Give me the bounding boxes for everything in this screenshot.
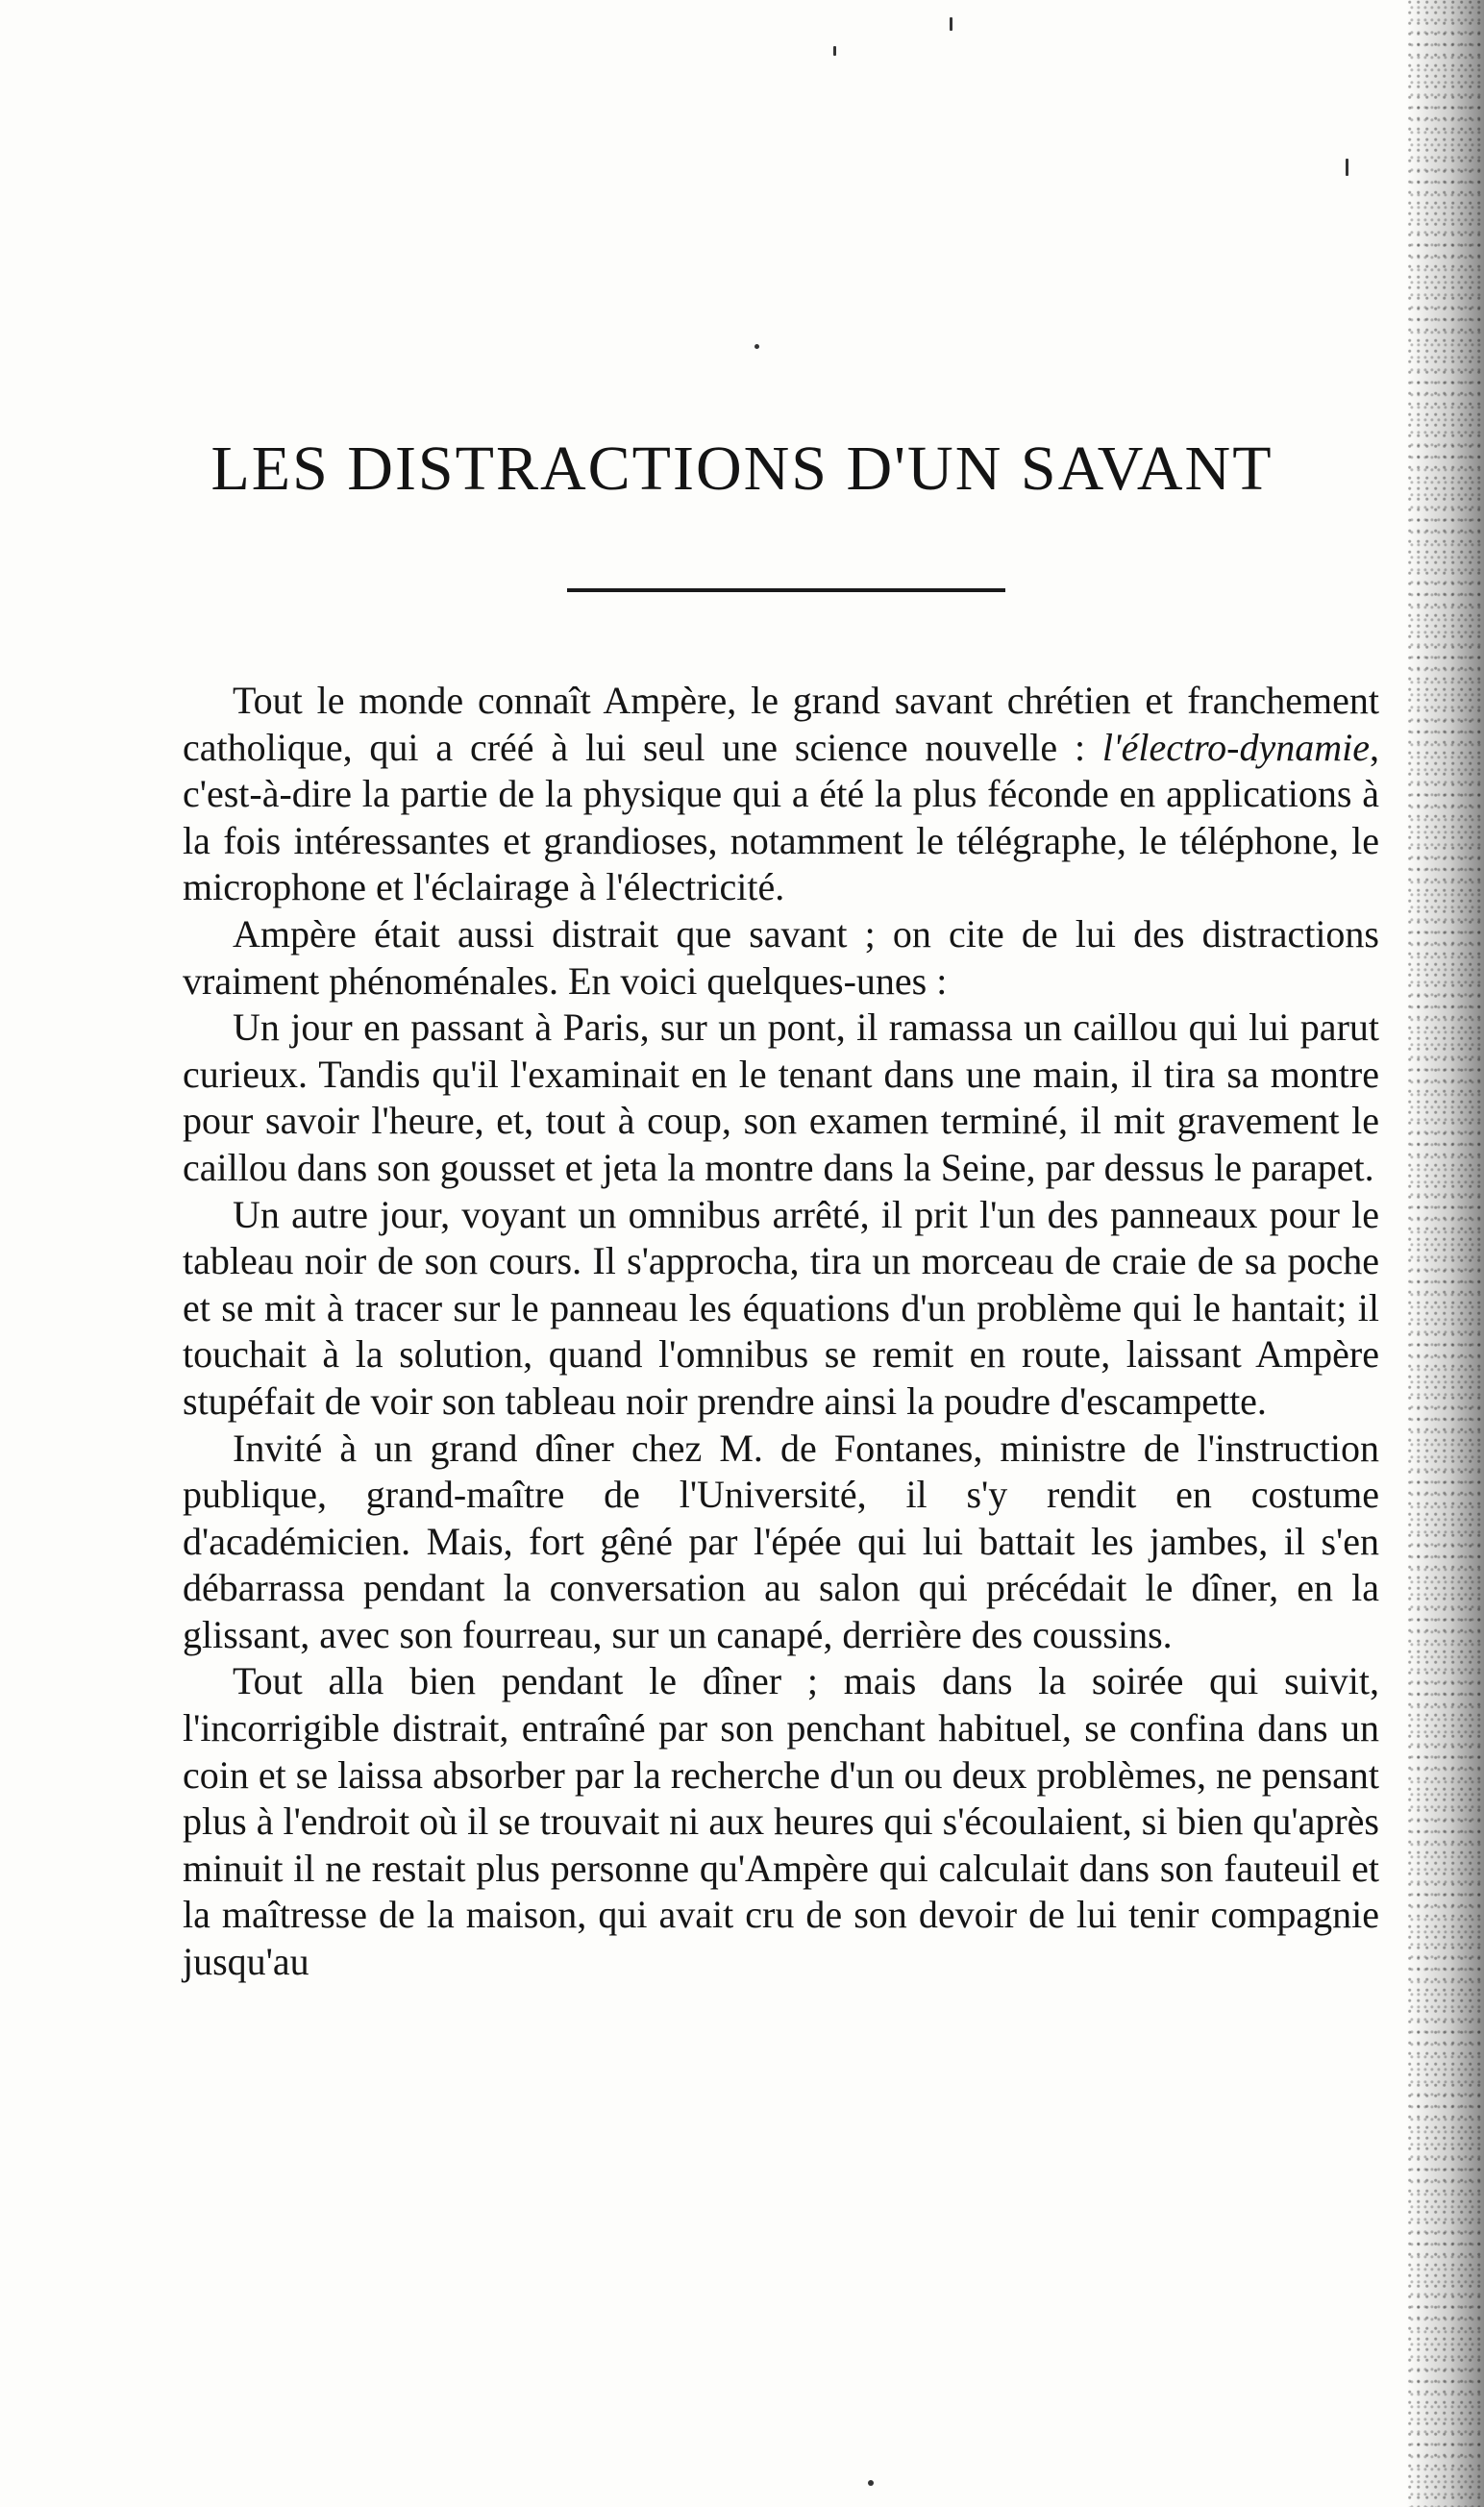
scan-speck	[868, 2480, 874, 2486]
scan-edge-shadow	[1407, 0, 1484, 2507]
scan-speck	[754, 344, 759, 349]
paragraph-6: Tout alla bien pendant le dîner ; mais dans la soirée qui suivit, l'incorrigible distrait, entraîné par son penchant habituel, se confina dans un coin et se laissa absorber par la recherche d'un ou deux problèmes, ne pensant plus à l'endroit où il se trouvait ni aux heures qui s'écoulaient, si bien qu'après minuit il ne restait plus personne qu'Ampère qui calculait dans son fauteuil et la maîtresse de la maison, qui avait cru de son devoir de lui tenir compagnie jusqu'au	[183, 1659, 1379, 1984]
body-text	[183, 678, 1379, 1986]
scan-speck	[1346, 159, 1348, 176]
paragraph-2: Ampère était aussi distrait que savant ; on cite de lui des distractions vraiment phénoménales. En voici quelques-unes :	[183, 911, 1379, 1003]
chapter-title: LES DISTRACTIONS D'UN SAVANT	[210, 434, 1274, 504]
scan-speck	[950, 17, 952, 31]
paragraph-1: Tout le monde connaît Ampère, le grand savant chrétien et franchement catholique, qui a créé à lui seul une science nouvelle : l'électro-dynamie, c'est-à-dire la partie de la physique qui a été la plus féconde en applications à la fois intéressantes et grandioses, notamment le télégraphe, le téléphone, le microphone et l'éclairage à l'électricité.	[183, 679, 1379, 909]
paragraph-5: Invité à un grand dîner chez M. de Fontanes, ministre de l'instruction publique, grand-maître de l'Université, il s'y rendit en costume d'académicien. Mais, fort gêné par l'épée qui lui battait les jambes, il s'en débarrassa pendant la conversation au salon qui précédait le dîner, en la glissant, avec son fourreau, sur un canapé, derrière des coussins.	[183, 1426, 1379, 1656]
paragraph-3: Un jour en passant à Paris, sur un pont, il ramassa un caillou qui lui parut curieux. Tandis qu'il l'examinait en le tenant dans une main, il tira sa montre pour savoir l'heure, et, tout à coup, son examen terminé, il mit gravement le caillou dans son gousset et jeta la montre dans la Seine, par dessus le parapet.	[183, 1005, 1379, 1189]
emphasis-electro-dynamie: l'électro-dynamie	[1101, 725, 1370, 769]
scan-speck	[833, 46, 836, 56]
paragraph-4: Un autre jour, voyant un omnibus arrêté, il prit l'un des panneaux pour le tableau noir de son cours. Il s'approcha, tira un morceau de craie de sa poche et se mit à tracer sur le panneau les équations d'un problème qui le hantait; il touchait à la solution, quand l'omnibus se remit en route, laissant Ampère stupéfait de voir son tableau noir prendre ainsi la poudre d'escampette.	[183, 1192, 1379, 1423]
title-rule	[567, 588, 1005, 592]
